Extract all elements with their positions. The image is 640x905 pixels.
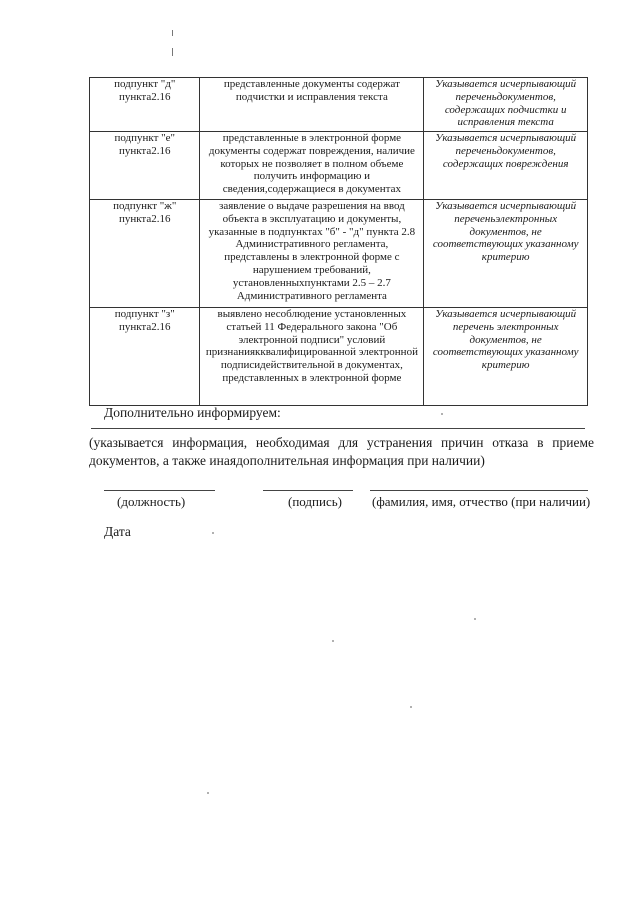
position-line — [104, 490, 215, 491]
note-cell: Указывается исчерпывающий переченьэлектронных документов, не соответствующих указанному критерию — [424, 200, 588, 308]
note-cell: Указывается исчерпывающий переченьдокументов, содержащих подчистки и исправления текста — [424, 78, 588, 132]
note-cell: Указывается исчерпывающий перечень электронных документов, не соответствующих указанному критерию — [424, 308, 588, 406]
clause-cell: подпункт "з" пункта2.16 — [90, 308, 200, 406]
table-row — [90, 308, 588, 406]
scan-mark — [172, 48, 173, 56]
table-row — [90, 78, 588, 132]
additional-info-label: Дополнительно информируем: — [104, 405, 281, 420]
scan-speck — [212, 532, 214, 534]
scan-speck — [332, 640, 334, 642]
clause-cell: подпункт "ж" пункта2.16 — [90, 200, 200, 308]
table-row — [90, 132, 588, 200]
additional-info-note: (указывается информация, необходимая для устранения причин отказа в приеме документов, а также инаядополнительная информация при наличии) — [89, 435, 594, 468]
name-line — [370, 490, 588, 491]
reason-cell: представленные документы содержат подчистки и исправления текста — [200, 78, 424, 132]
reason-cell: заявление о выдаче разрешения на ввод объекта в эксплуатацию и документы, указанные в подпунктах "б" - "д" пункта 2.8 Административного регламента, представлены в электронной форме с нарушением требований, установленныхпунктами 2.5 – 2.7 Административного регламента — [200, 200, 424, 308]
reason-cell: выявлено несоблюдение установленных статьей 11 Федерального закона "Об электронной подписи" условий признаниякквалифицированной электронной подписидействительной в документах, представленных в электронной форме — [200, 308, 424, 406]
refusal-grounds-table — [89, 77, 588, 406]
reason-cell: представленные в электронной форме документы содержат повреждения, наличие которых не позволяет в полном объеме получить информацию и сведения,содержащиеся в документах — [200, 132, 424, 200]
date-label: Дата — [104, 524, 131, 539]
scan-speck — [474, 618, 476, 620]
clause-cell: подпункт "д" пункта2.16 — [90, 78, 200, 132]
scan-speck — [207, 792, 209, 794]
scan-mark — [172, 30, 173, 36]
additional-info-line — [91, 428, 585, 429]
clause-cell: подпункт "е" пункта2.16 — [90, 132, 200, 200]
signature-line — [263, 490, 353, 491]
signature-caption: (подпись) — [288, 494, 342, 509]
table-row — [90, 200, 588, 308]
scan-speck — [441, 413, 443, 415]
scan-speck — [410, 706, 412, 708]
position-caption: (должность) — [117, 494, 186, 509]
note-cell: Указывается исчерпывающий переченьдокументов, содержащих повреждения — [424, 132, 588, 200]
name-caption: (фамилия, имя, отчество (при наличии) — [372, 494, 591, 509]
